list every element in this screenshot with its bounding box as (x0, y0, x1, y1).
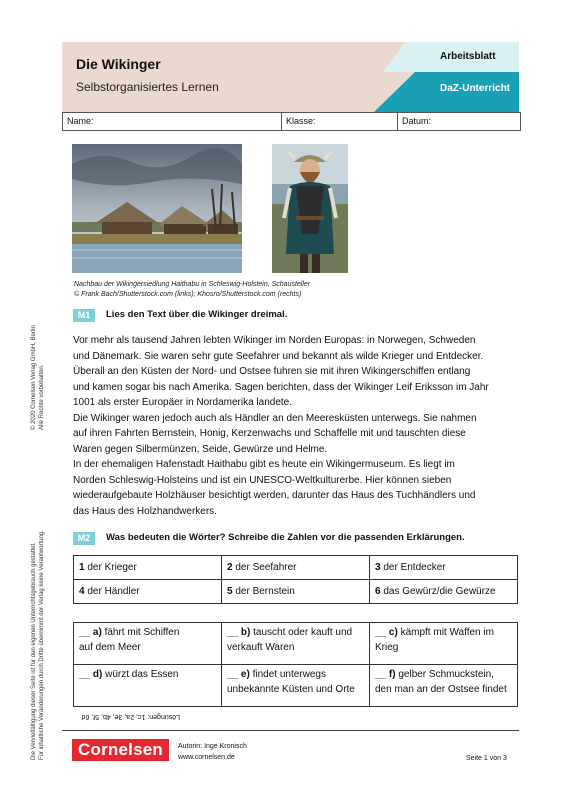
copyright-line: © 2020 Cornelsen Verlag GmbH, Berlin (31, 325, 37, 430)
footer-divider (62, 730, 519, 731)
image-caption (74, 280, 310, 299)
definition-text: gelber Schmuckstein, (398, 669, 494, 680)
definition-cell[interactable] (222, 623, 370, 665)
word-text: der Seefahrer (235, 562, 297, 573)
definition-text: tauscht oder kauft und (253, 627, 353, 638)
m2-task: Was bedeuten die Wörter? Schreibe die Zahlen vor die passenden Erklärungen. (106, 532, 465, 543)
m1-tag: M1 (73, 309, 95, 322)
website-link[interactable]: www.cornelsen.de (178, 754, 235, 761)
text-line: In der ehemaligen Hafenstadt Haithabu gibt es heute ein Wikingermuseum. Es liegt im (73, 459, 455, 470)
word-cell (222, 556, 370, 580)
sheet-type-label: Arbeitsblatt (440, 51, 496, 62)
usage-note (30, 530, 46, 760)
text-line: auf ihren Fahrten Bernstein, Honig, Kerzenwachs und Schaffelle mit und tauschten diese (73, 428, 466, 439)
page-number: Seite 1 von 3 (466, 755, 507, 762)
word-number: 4 (79, 586, 85, 597)
definition-text: würzt das Essen (105, 669, 179, 680)
m1-task: Lies den Text über die Wikinger dreimal. (106, 309, 288, 320)
definition-text: kämpft mit Waffen im (400, 627, 494, 638)
author: Autorin: Inge Kronisch (178, 743, 247, 750)
word-cell (74, 580, 222, 604)
copyright-line: Alle Rechte vorbehalten. (39, 364, 45, 430)
text-line: 1001 als erster Europäer in Nordamerika landete. (73, 397, 293, 408)
definition-blank: __ f) (375, 669, 396, 680)
word-number: 5 (227, 586, 233, 597)
definition-cell[interactable] (222, 665, 370, 707)
text-line: das Haus des Holzhandwerkers. (73, 505, 217, 517)
word-number: 3 (375, 562, 381, 573)
word-text: der Entdecker (383, 562, 446, 573)
caption-line: Nachbau der Wikingersiedlung Haithabu in Schleswig-Holstein, Schausteller (74, 281, 311, 288)
class-field[interactable]: Klasse: (282, 113, 398, 130)
definition-cell[interactable] (370, 665, 518, 707)
definition-blank: __ e) (227, 669, 250, 680)
definition-text: Krieg (375, 642, 399, 653)
m2-tag: M2 (73, 532, 95, 545)
word-number: 1 (79, 562, 85, 573)
footer-credits (178, 741, 247, 763)
word-text: der Händler (87, 586, 140, 597)
course-label: DaZ-Unterricht (440, 83, 511, 94)
caption-credit: © Frank Bach/Shutterstock.com (links); Khosro/Shutterstock.com (rechts) (74, 290, 302, 298)
usage-line: Für inhaltliche Veränderungen durch Dritte übernimmt der Verlag keine Verantwortung. (39, 530, 45, 760)
name-field[interactable]: Name: (63, 113, 282, 130)
definition-cell[interactable] (74, 665, 222, 707)
page-subtitle: Selbstorganisiertes Lernen (76, 80, 219, 94)
word-table (73, 555, 518, 604)
text-line: Vor mehr als tausend Jahren lebten Wikinger im Norden Europas: in Norwegen, Schweden (73, 335, 476, 346)
definition-cell[interactable] (74, 623, 222, 665)
settlement-photo (72, 144, 242, 273)
page-title: Die Wikinger (76, 56, 161, 72)
definition-blank: __ b) (227, 627, 251, 638)
text-line: und kamen sogar bis nach Amerika. Sagen berichten, dass der Wikinger Leif Eriksson im Jahr (73, 381, 489, 393)
word-number: 6 (375, 586, 381, 597)
definition-cell[interactable] (370, 623, 518, 665)
reading-text (73, 333, 513, 519)
text-line: wiederaufgebaute Holzhäuser besichtigt werden, darunter das Haus des Tuchhändlers und (73, 490, 476, 501)
word-cell (370, 556, 518, 580)
definition-text: findet unterwegs (252, 669, 326, 680)
word-text: das Gewürz/die Gewürze (383, 586, 496, 597)
definition-text: fährt mit Schiffen (104, 627, 180, 638)
definition-table (73, 622, 518, 707)
text-line: Norden Schleswig-Holsteins und ist ein UNESCO-Weltkulturerbe. Hier können sieben (73, 474, 452, 486)
text-line: und Dänemark. Sie waren sehr gute Seefahrer und bekannt als wilde Krieger und Entdecker. (73, 350, 484, 362)
word-cell (222, 580, 370, 604)
text-line: Überall an den Küsten der Nord- und Ostsee fuhren sie mit ihren Wikingerschiffen entlang (73, 366, 471, 377)
date-field[interactable]: Datum: (402, 116, 432, 126)
name-row (62, 112, 521, 131)
word-number: 2 (227, 562, 233, 573)
word-cell (74, 556, 222, 580)
word-text: der Bernstein (235, 586, 295, 597)
word-cell (370, 580, 518, 604)
text-line: Die Wikinger waren jedoch auch als Händler an den Meeresküsten unterwegs. Sie nahmen (73, 412, 477, 424)
header-accent-teal (374, 72, 415, 112)
definition-text: verkauft Waren (227, 642, 295, 653)
text-line: Waren gegen Silbermünzen, Seide, Gewürze und Helme. (73, 443, 328, 455)
copyright-note (30, 325, 46, 430)
cornelsen-logo: Cornelsen (72, 739, 169, 761)
header-accent-light (383, 42, 405, 72)
definition-text: den man an der Ostsee findet (375, 684, 507, 695)
definition-text: unbekannte Küsten und Orte (227, 684, 355, 695)
definition-blank: __ a) (79, 627, 102, 638)
word-text: der Krieger (87, 562, 137, 573)
solution-key: Lösungen: 1c, 2a, 3e, 4b, 5f, 6d (81, 713, 180, 720)
definition-blank: __ d) (79, 669, 103, 680)
definition-text: auf dem Meer (79, 642, 141, 653)
usage-line: Die Vervielfältigung dieser Seite ist für den eigenen Unterrichtsgebrauch gestattet. (31, 542, 37, 760)
definition-blank: __ c) (375, 627, 398, 638)
viking-performer-photo (272, 144, 348, 273)
